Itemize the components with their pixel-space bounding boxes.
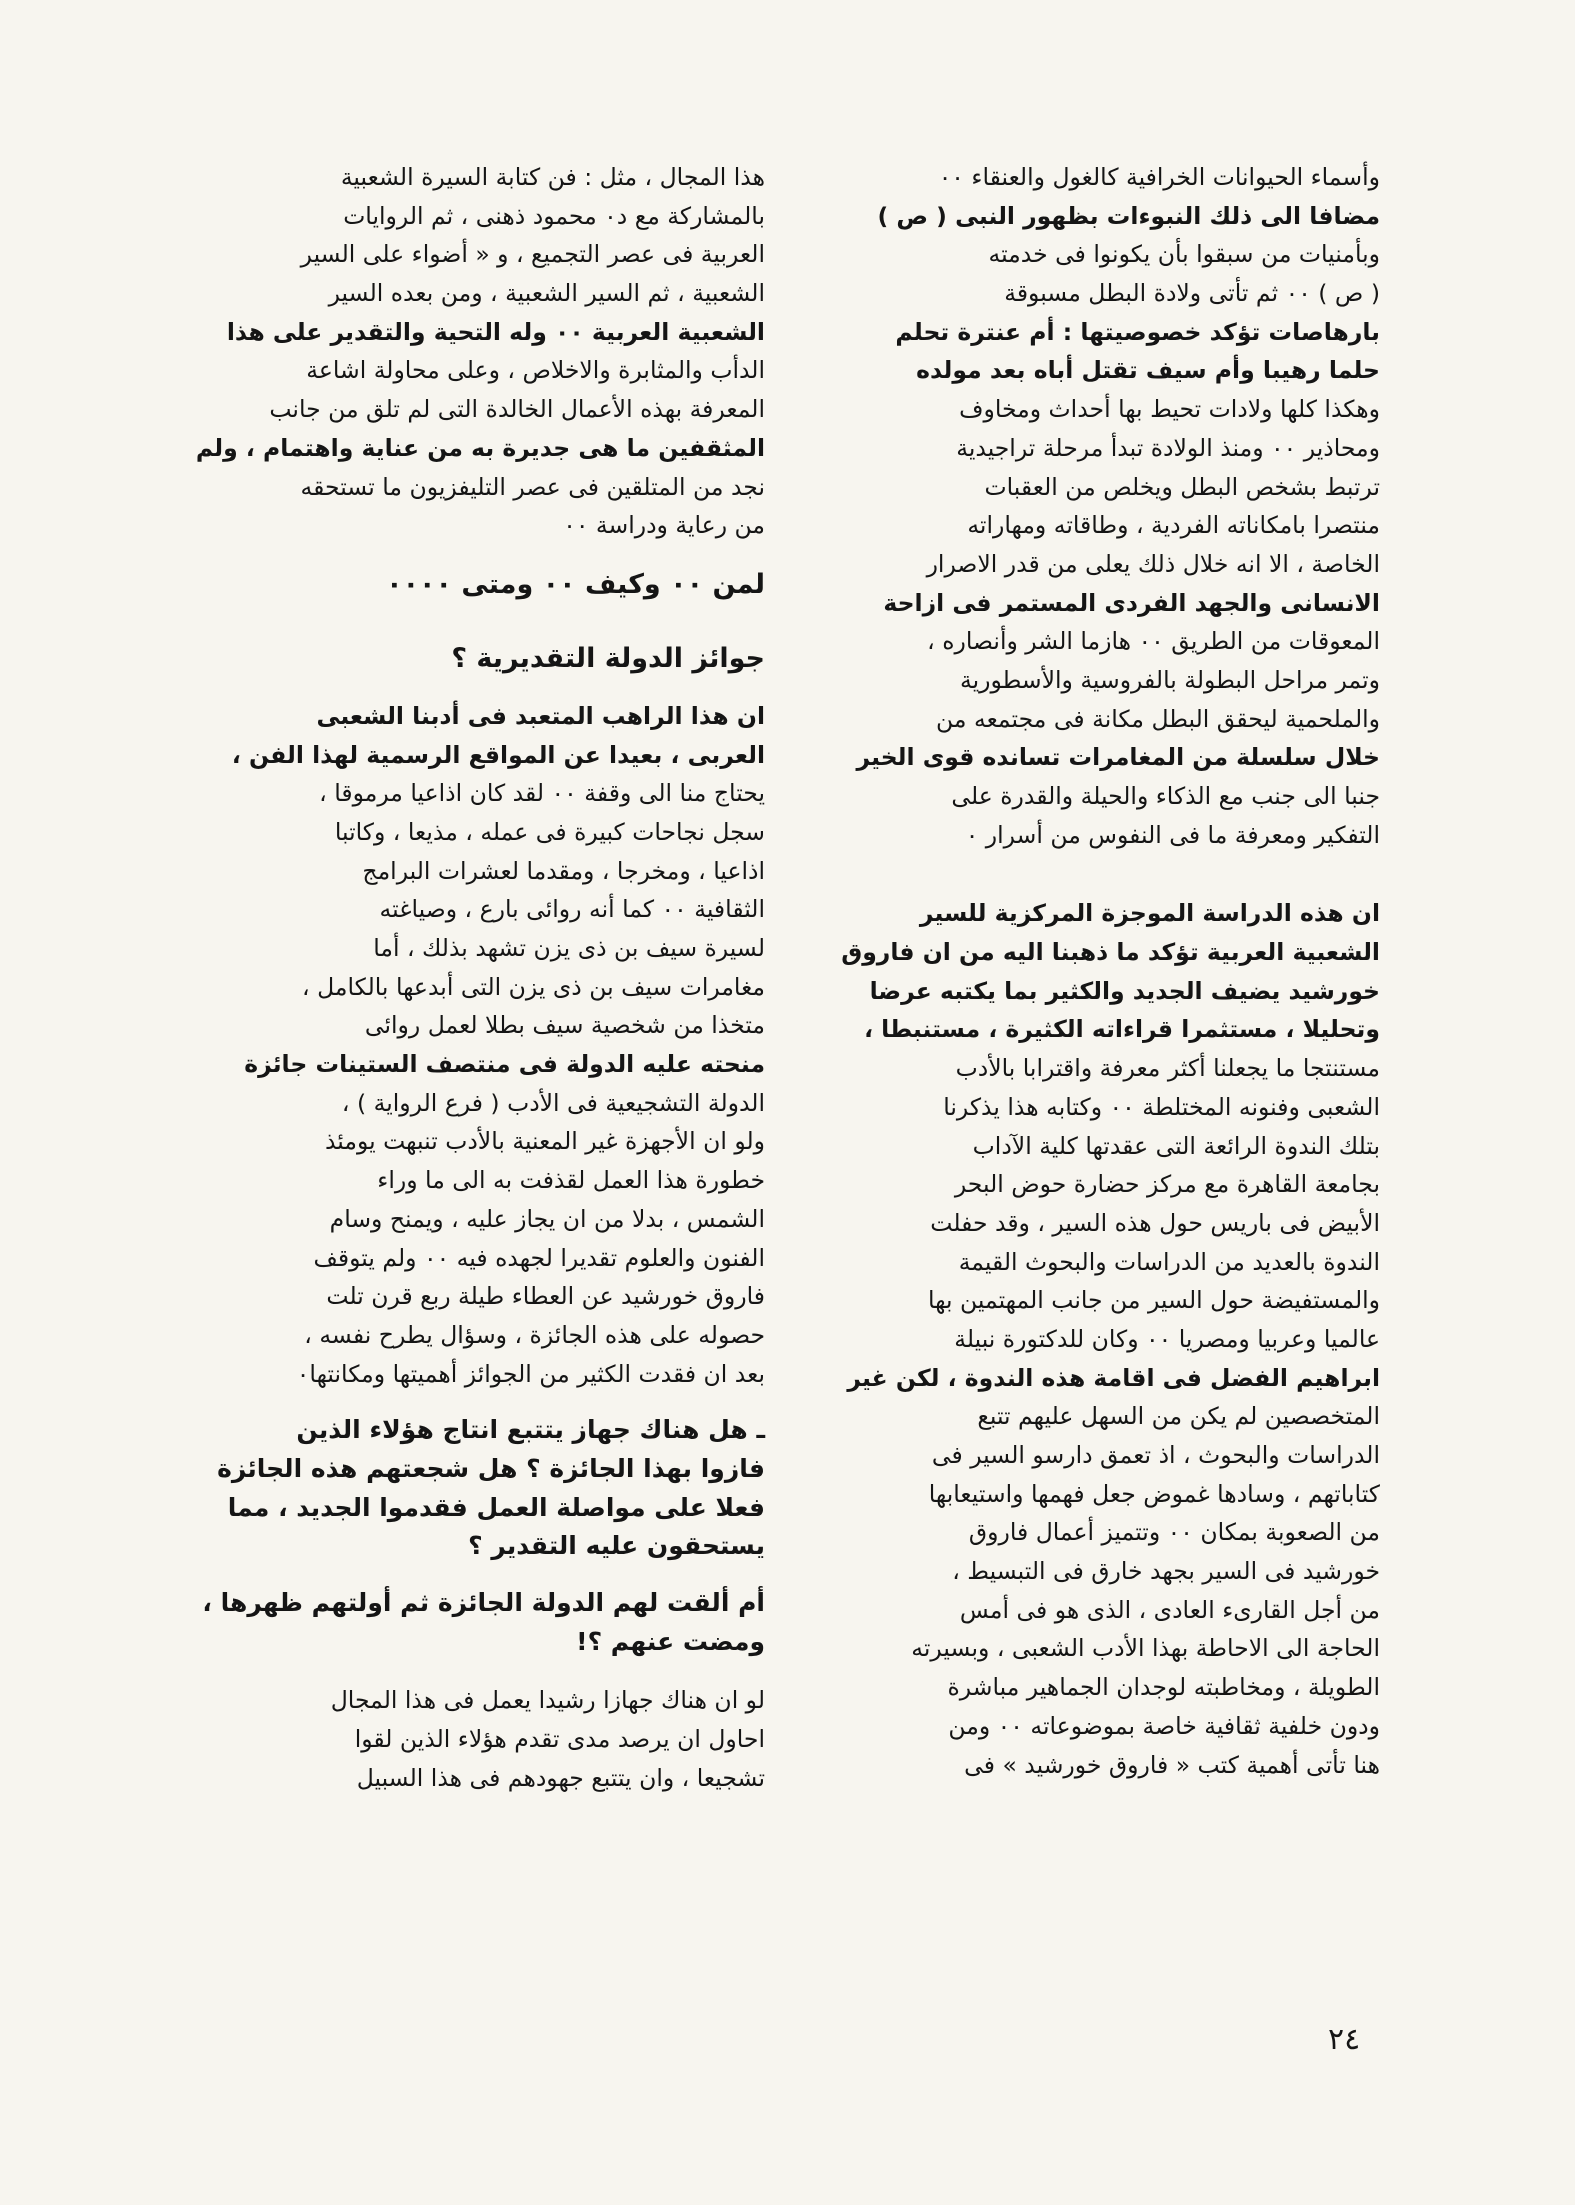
text-line: اذاعيا ، ومخرجا ، ومقدما لعشرات البرامج: [362, 856, 765, 885]
text-line: المعرفة بهذه الأعمال الخالدة التى لم تلق من جانب: [269, 395, 765, 424]
text-line: الشعبية العربية ٠٠ وله التحية والتقدير على هذا: [226, 317, 765, 346]
text-line: مستنتجا ما يجعلنا أكثر معرفة واقترابا بالأدب: [955, 1054, 1380, 1083]
text-line: وتمر مراحل البطولة بالفروسية والأسطورية: [959, 665, 1380, 694]
text-line: الطويلة ، ومخاطبته لوجدان الجماهير مباشرة: [947, 1673, 1380, 1702]
text-line: العربية فى عصر التجميع ، و « أضواء على السير: [300, 240, 765, 269]
text-line: ومحاذير ٠٠ ومنذ الولادة تبدأ مرحلة تراجيدية: [956, 433, 1380, 462]
text-line: حصوله على هذه الجائزة ، وسؤال يطرح نفسه ،: [304, 1320, 765, 1349]
text-line: لو ان هناك جهازا رشيدا يعمل فى هذا المجال: [330, 1686, 765, 1715]
text-line: مضافا الى ذلك النبوءات بظهور النبى ( ص ): [877, 201, 1380, 230]
text-line: فازوا بهذا الجائزة ؟ هل شجعتهم هذه الجائزة: [217, 1453, 765, 1483]
text-line: والملحمية ليحقق البطل مكانة فى مجتمعه من: [936, 704, 1380, 733]
right-paragraph-2: [790, 894, 1380, 1784]
text-line: ( ص ) ٠٠ ثم تأتى ولادة البطل مسبوقة: [1004, 279, 1380, 308]
text-line: الدأب والمثابرة والاخلاص ، وعلى محاولة اشاعة: [306, 356, 765, 385]
right-paragraph-1: [790, 158, 1380, 854]
text-line: تشجيعا ، وان يتتبع جهودهم فى هذا السبيل: [356, 1763, 765, 1792]
text-line: ترتبط بشخص البطل ويخلص من العقبات: [984, 472, 1380, 501]
text-line: وتحليلا ، مستثمرا قراءاته الكثيرة ، مستنبطا ،: [864, 1015, 1380, 1044]
page-number: ٢٤: [1328, 2022, 1361, 2057]
question-block-2: [155, 1584, 765, 1661]
left-paragraph-1: [155, 158, 765, 545]
text-line: يستحقون عليه التقدير ؟: [468, 1531, 765, 1561]
text-line: سجل نجاحات كبيرة فى عمله ، مذيعا ، وكاتبا: [334, 817, 765, 846]
text-line: التفكير ومعرفة ما فى النفوس من أسرار ٠: [965, 820, 1380, 849]
section-heading: جوائز الدولة التقديرية ؟: [451, 642, 765, 674]
text-line: الشعبى وفنونه المختلطة ٠٠ وكتابه هذا يذكرنا: [943, 1092, 1380, 1121]
right-column: [790, 158, 1380, 1784]
text-line: وأسماء الحيوانات الخرافية كالغول والعنقاء ٠٠: [938, 163, 1380, 191]
text-line: منحته عليه الدولة فى منتصف الستينات جائزة: [244, 1050, 765, 1079]
text-line: وبأمنيات من سبقوا بأن يكونوا فى خدمته: [988, 240, 1380, 269]
text-line: الأبيض فى باريس حول هذه السير ، وقد حفلت: [930, 1208, 1380, 1237]
text-line: بجامعة القاهرة مع مركز حضارة حوض البحر: [954, 1170, 1380, 1199]
text-line: الفنون والعلوم تقديرا لجهده فيه ٠٠ ولم يتوقف: [313, 1243, 765, 1272]
text-line: الانسانى والجهد الفردى المستمر فى ازاحة: [883, 588, 1380, 617]
text-line: والمستفيضة حول السير من جانب المهتمين بها: [928, 1286, 1380, 1315]
text-line: هذا المجال ، مثل : فن كتابة السيرة الشعبية: [340, 163, 765, 191]
text-line: الشعبية ، ثم السير الشعبية ، ومن بعده السير: [328, 279, 765, 308]
text-line: الشعبية العربية تؤكد ما ذهبنا اليه من ان فاروق: [841, 938, 1380, 967]
text-line: كتاباتهم ، وسادها غموض جعل فهمها واستيعابها: [928, 1479, 1380, 1508]
text-line: من أجل القارىء العادى ، الذى هو فى أمس: [959, 1595, 1380, 1624]
text-line: خورشيد فى السير بجهد خارق فى التبسيط ،: [952, 1557, 1380, 1586]
text-line: بعد ان فقدت الكثير من الجوائز أهميتها ومكانتها٠: [296, 1359, 765, 1388]
text-line: الحاجة الى الاحاطة بهذا الأدب الشعبى ، وبسيرته: [911, 1634, 1380, 1663]
left-paragraph-3: [155, 1681, 765, 1797]
text-line: ومضت عنهم ؟!: [576, 1626, 765, 1656]
text-line: حلما رهيبا وأم سيف تقتل أباه بعد مولده: [916, 356, 1380, 385]
text-line: منتصرا بامكاناته الفردية ، وطاقاته ومهاراته: [967, 511, 1380, 540]
left-column: [155, 158, 765, 1797]
text-line: ـ هل هناك جهاز يتتبع انتاج هؤلاء الذين: [296, 1415, 765, 1445]
text-line: ابراهيم الفضل فى اقامة هذه الندوة ، لكن غير: [847, 1363, 1380, 1392]
text-line: بالمشاركة مع د٠ محمود ذهنى ، ثم الروايات: [343, 201, 765, 230]
text-line: جنبا الى جنب مع الذكاء والحيلة والقدرة على: [951, 782, 1380, 810]
text-line: احاول ان يرصد مدى تقدم هؤلاء الذين لقوا: [354, 1725, 765, 1754]
text-line: فاروق خورشيد عن العطاء طيلة ربع قرن تلت: [326, 1282, 765, 1311]
text-line: مغامرات سيف بن ذى يزن التى أبدعها بالكامل ،: [302, 972, 765, 1001]
paragraph-gap: [790, 854, 1380, 894]
text-line: الخاصة ، الا انه خلال ذلك يعلى من قدر الاصرار: [926, 549, 1380, 578]
text-line: يحتاج منا الى وقفة ٠٠ لقد كان اذاعيا مرموقا ،: [319, 779, 765, 808]
text-line: المعوقات من الطريق ٠٠ هازما الشر وأنصاره ،: [927, 627, 1380, 656]
left-paragraph-2: [155, 697, 765, 1393]
text-line: ولو ان الأجهزة غير المعنية بالأدب تنبهت يومئذ: [324, 1127, 765, 1156]
text-line: العربى ، بعيدا عن المواقع الرسمية لهذا الفن ،: [231, 740, 765, 769]
text-line: متخذا من شخصية سيف بطلا لعمل روائى: [364, 1011, 765, 1040]
text-line: بتلك الندوة الرائعة التى عقدتها كلية الآداب: [972, 1131, 1380, 1160]
text-line: ودون خلفية ثقافية خاصة بموضوعاته ٠٠ ومن: [948, 1711, 1380, 1740]
text-line: أم ألقت لهم الدولة الجائزة ثم أولتهم ظهرها ،: [202, 1588, 765, 1617]
question-block-1: [155, 1411, 765, 1566]
text-line: عالميا وعربيا ومصريا ٠٠ وكان للدكتورة نبيلة: [954, 1324, 1380, 1353]
text-line: الدراسات والبحوث ، اذ تعمق دارسو السير فى: [931, 1441, 1380, 1469]
text-line: خورشيد يضيف الجديد والكثير بما يكتبه عرضا: [869, 976, 1380, 1005]
text-line: نجد من المتلقين فى عصر التليفزيون ما تستحقه: [300, 472, 765, 501]
text-line: وهكذا كلها ولادات تحيط بها أحداث ومخاوف: [959, 395, 1380, 424]
text-line: الندوة بالعديد من الدراسات والبحوث القيمة: [958, 1247, 1380, 1276]
text-line: المتخصصين لم يكن من السهل عليهم تتبع: [977, 1402, 1380, 1431]
text-line: الثقافية ٠٠ كما أنه روائى بارع ، وصياغته: [379, 895, 765, 924]
text-line: المثقفين ما هى جديرة به من عناية واهتمام ، ولم: [195, 433, 765, 462]
text-line: ان هذه الدراسة الموجزة المركزية للسير: [919, 899, 1380, 928]
text-line: فعلا على مواصلة العمل فقدموا الجديد ، مما: [227, 1492, 765, 1522]
text-line: خلال سلسلة من المغامرات تسانده قوى الخير: [856, 743, 1380, 772]
section-heading: لمن ٠٠ وكيف ٠٠ ومتى ٠٠٠٠: [386, 568, 765, 600]
text-line: ان هذا الراهب المتعبد فى أدبنا الشعبى: [316, 701, 765, 730]
text-line: الدولة التشجيعية فى الأدب ( فرع الرواية ) ،: [341, 1088, 765, 1117]
text-line: هنا تأتى أهمية كتب « فاروق خورشيد » فى: [964, 1750, 1380, 1779]
text-line: من الصعوبة بمكان ٠٠ وتتميز أعمال فاروق: [968, 1518, 1380, 1547]
text-line: الشمس ، بدلا من ان يجاز عليه ، ويمنح وسام: [329, 1204, 765, 1233]
text-line: خطورة هذا العمل لقذفت به الى ما وراء: [377, 1166, 765, 1195]
text-line: من رعاية ودراسة ٠٠: [563, 511, 765, 540]
text-line: لسيرة سيف بن ذى يزن تشهد بذلك ، أما: [373, 934, 765, 962]
text-line: بارهاصات تؤكد خصوصيتها : أم عنترة تحلم: [895, 317, 1380, 346]
